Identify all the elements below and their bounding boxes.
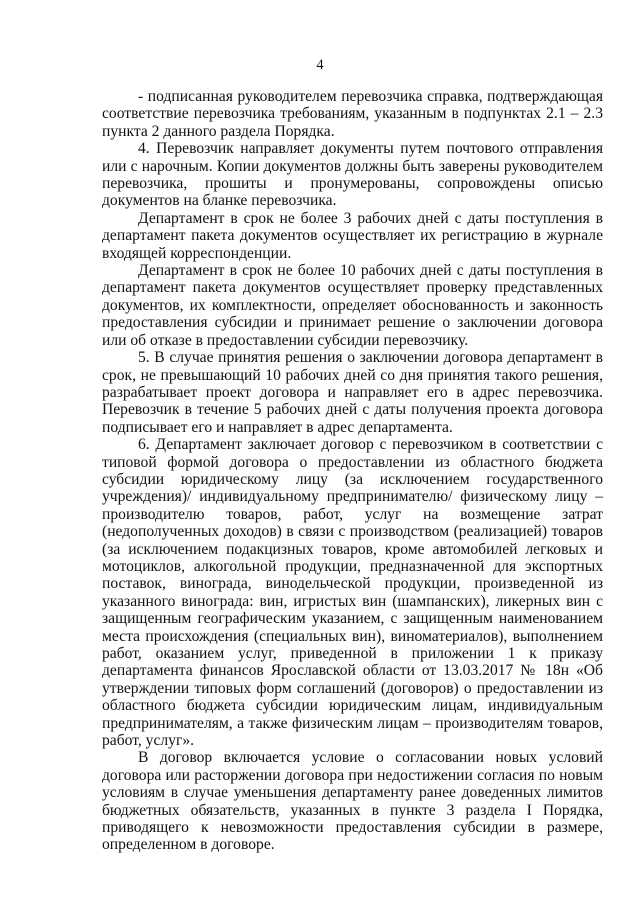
paragraph-contract-condition: В договор включается условие о согласовании новых условий договора или расторжении договора при недостижении согласия по новым условиям в случае уменьшения департаменту ранее доведенных лимитов бюджетных обязательств, указанных в пункте 3 раздела I Порядка, приводящего к невозможности предоставления субсидии в размере, определенном в договоре. [102, 749, 603, 854]
paragraph-verification: Департамент в срок не более 10 рабочих дней с даты поступления в департамент пакета документов осуществляет проверку представленных документов, их комплектности, определяет обоснованность и законность предоставления субсидии и принимает решение о заключении договора или об отказе в предоставлении субсидии перевозчику. [102, 262, 603, 349]
page-number: 4 [316, 57, 324, 73]
paragraph-registration: Департамент в срок не более 3 рабочих дней с даты поступления в департамент пакета документов осуществляет их регистрацию в журнале входящей корреспонденции. [102, 209, 603, 262]
paragraph-certificate: - подписанная руководителем перевозчика справка, подтверждающая соответствие перевозчика требованиям, указанным в подпунктах 2.1 – 2.3 пункта 2 данного раздела Порядка. [102, 88, 603, 140]
paragraph-item-6: 6. Департамент заключает договор с перевозчиком в соответствии с типовой формой договора о предоставлении из областного бюджета субсидии юридическому лицу (за исключением государственного учреждения)/ индивидуальному предпринимателю/ физическому лицу – производителю товаров, работ, услуг на возмещение затрат (недополученных доходов) в связи с производством (реализацией) товаров (за исключением подакцизных товаров, кроме автомобилей легковых и мотоциклов, алкогольной продукции, предназначенной для экспортных поставок, винограда, винодельческой продукции, произведенной из указанного винограда: вин, игристых вин (шампанских), ликерных вин с защищенным географическим указанием, с защищенным наименованием места происхождения (специальных вин), виноматериалов), выполнением работ, оказанием услуг, приведенной в приложении 1 к приказу департамента финансов Ярославской области от 13.03.2017 № 18н «Об утверждении типовых форм соглашений (договоров) о предоставлении из областного бюджета субсидии юридическим лицам, индивидуальным предпринимателям, а также физическим лицам – производителям товаров, работ, услуг». [102, 436, 603, 750]
paragraph-item-4: 4. Перевозчик направляет документы путем почтового отправления или с нарочным. Копии документов должны быть заверены руководителем перевозчика, прошиты и пронумерованы, сопровождены описью документов на бланке перевозчика. [102, 140, 603, 210]
document-body [102, 88, 603, 854]
paragraph-item-5: 5. В случае принятия решения о заключении договора департамент в срок, не превышающий 10 рабочих дней со дня принятия такого решения, разрабатывает проект договора и направляет его в адрес перевозчика. Перевозчик в течение 5 рабочих дней с даты получения проекта договора подписывает его и направляет в адрес департамента. [102, 349, 603, 436]
